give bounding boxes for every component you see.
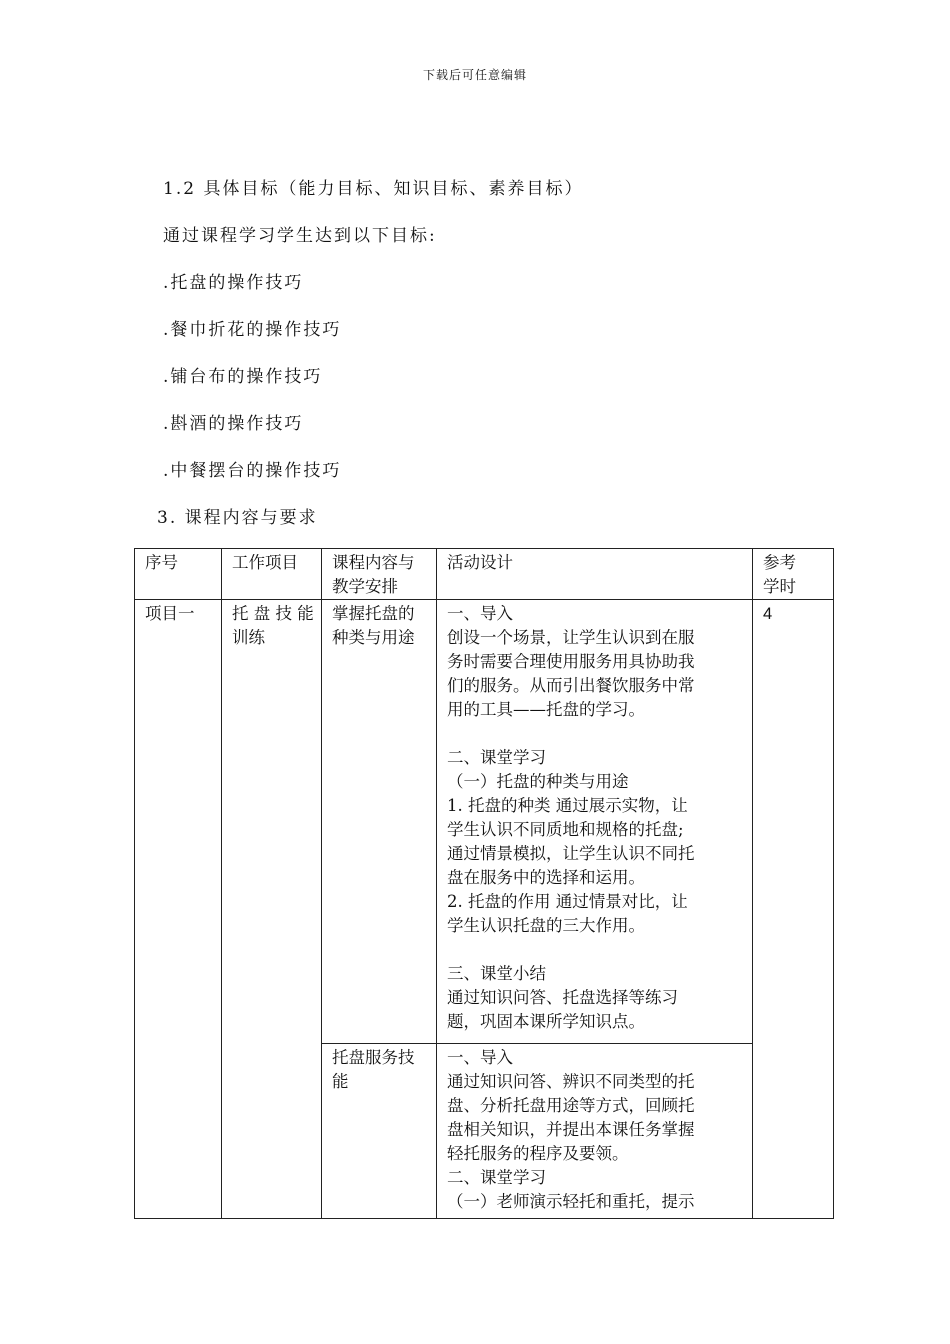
header-hours: 参考 学时 <box>753 549 834 600</box>
goals-intro: 通过课程学习学生达到以下目标: <box>163 226 437 246</box>
header-content: 课程内容与 教学安排 <box>322 549 437 600</box>
header-activity: 活动设计 <box>437 549 753 600</box>
course-content-table <box>134 548 834 1219</box>
goal-item-2: .餐巾折花的操作技巧 <box>163 320 342 340</box>
header-note: 下载后可任意编辑 <box>422 68 527 82</box>
table-header-row <box>135 549 834 600</box>
section-3-title: 3. 课程内容与要求 <box>157 508 318 528</box>
row-content-a: 掌握托盘的 种类与用途 <box>322 600 437 1044</box>
goal-item-3: .铺台布的操作技巧 <box>163 367 323 387</box>
table-row <box>135 600 834 1044</box>
row-activity-a: 一、导入 创设一个场景，让学生认识到在服 务时需要合理使用服务用具协助我 们的服务。从而引出餐饮服务中常 用的工具——托盘的学习。 二、课堂学习 （一）托盘的种类与用途 1. 托盘的种类 通过展示实物，让 学生认识不同质地和规格的托盘; 通过情景模拟，让学生认识不同托 盘在服务中的选择和运用。 2. 托盘的作用 通过情景对比，让 学生认识托盘的三大作用。 三、课堂小结 通过知识问答、托盘选择等练习 题，巩固本课所学知识点。 <box>437 600 753 1044</box>
row-hours: 4 <box>753 600 834 1219</box>
goal-item-5: .中餐摆台的操作技巧 <box>163 461 342 481</box>
goals-title: 1.2 具体目标（能力目标、知识目标、素养目标） <box>163 179 584 199</box>
row-content-b: 托盘服务技 能 <box>322 1044 437 1219</box>
row-seq: 项目一 <box>135 600 222 1219</box>
header-project: 工作项目 <box>222 549 322 600</box>
row-activity-b: 一、导入 通过知识问答、辨识不同类型的托 盘、分析托盘用途等方式，回顾托 盘相关知识，并提出本课任务掌握 轻托服务的程序及要领。 二、课堂学习 （一）老师演示轻托和重托，提示 <box>437 1044 753 1219</box>
goal-item-4: .斟酒的操作技巧 <box>163 414 304 434</box>
row-project: 托 盘 技 能 训练 <box>222 600 322 1219</box>
header-seq: 序号 <box>135 549 222 600</box>
goal-item-1: .托盘的操作技巧 <box>163 273 304 293</box>
